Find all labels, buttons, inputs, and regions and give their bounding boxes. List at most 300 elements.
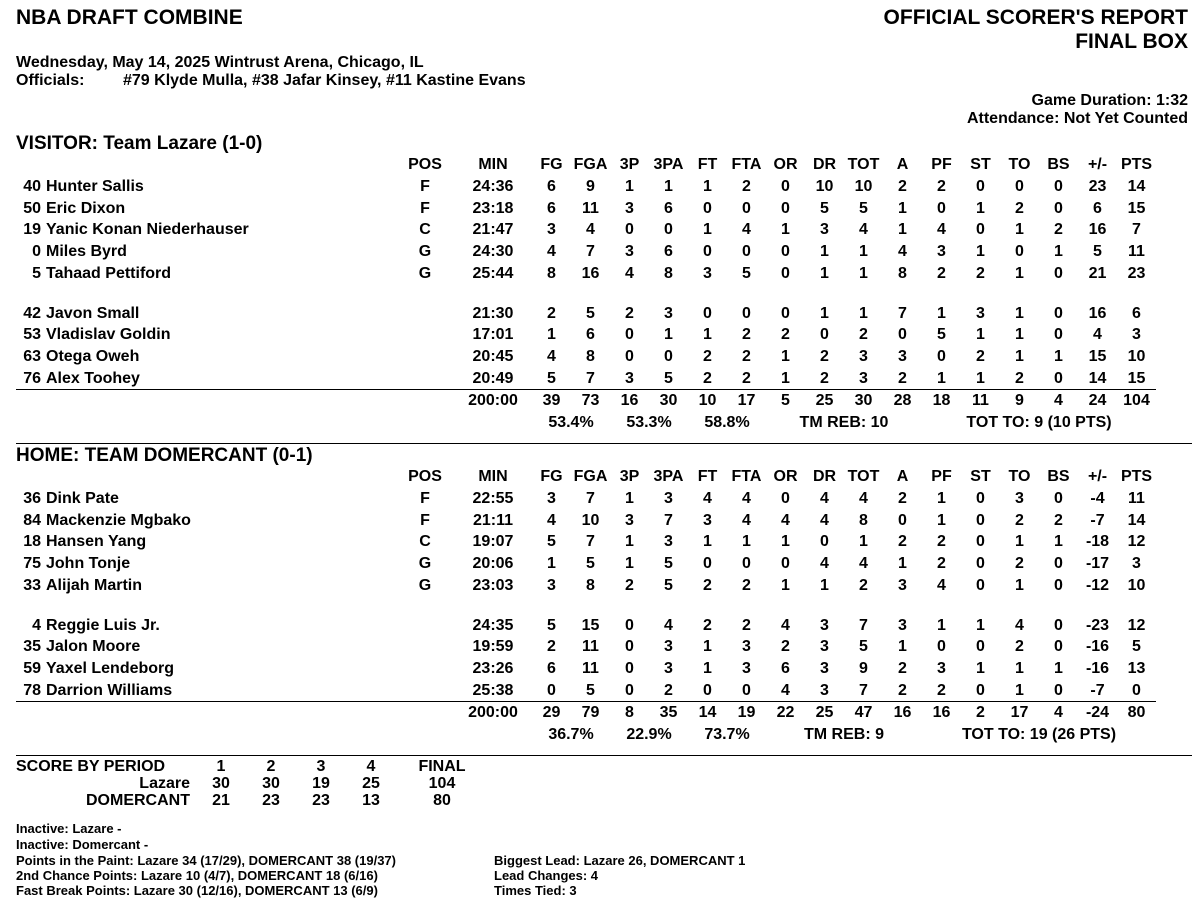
- percentages-row: [16, 724, 1156, 746]
- stat-cell: 1: [859, 533, 868, 551]
- stat-cell: 1: [547, 326, 556, 344]
- stat-cell: 4: [898, 243, 907, 261]
- stat-cell: 3: [625, 511, 634, 529]
- officials-label: Officials:: [16, 72, 85, 89]
- stat-cell: 3: [664, 659, 673, 677]
- blank-cell: [16, 466, 46, 488]
- period-score: 23: [262, 792, 280, 809]
- player-row: [16, 263, 1156, 285]
- player-name: Alex Toohey: [46, 369, 140, 387]
- stat-cell: 1: [898, 199, 907, 217]
- period-header: 3: [316, 758, 326, 775]
- period-score: 19: [312, 775, 330, 792]
- column-header: POS: [408, 468, 442, 485]
- stat-cell: 2: [976, 264, 985, 282]
- stat-cell: 0: [625, 616, 634, 634]
- stat-cell: 1: [703, 659, 712, 677]
- total-stat: 73: [571, 390, 610, 412]
- fg-percentage: 36.7%: [548, 726, 594, 744]
- total-stat: 19: [727, 702, 766, 724]
- total-stat: 11: [961, 390, 1000, 412]
- total-minutes: 200:00: [454, 390, 532, 412]
- blank-cell: [46, 702, 396, 724]
- period-score: 23: [312, 792, 330, 809]
- player-minutes: 24:30: [472, 243, 514, 261]
- player-name: Hansen Yang: [46, 533, 147, 551]
- stat-cell: 2: [742, 326, 751, 344]
- stat-cell: 2: [1054, 511, 1063, 529]
- player-name: Reggie Luis Jr.: [46, 616, 160, 634]
- player-minutes: 20:06: [472, 555, 514, 573]
- stat-cell: 6: [547, 659, 556, 677]
- stat-cell: 3: [547, 221, 556, 239]
- period-header: 4: [366, 758, 376, 775]
- stat-cell: 1: [820, 576, 829, 594]
- period-score: 30: [262, 775, 280, 792]
- player-minutes: 20:49: [472, 369, 514, 387]
- stat-cell: 1: [1015, 347, 1024, 365]
- blank-cell: [16, 154, 46, 176]
- stat-cell: 0: [937, 638, 946, 656]
- column-header: PTS: [1120, 468, 1153, 485]
- stat-cell: 0: [1054, 616, 1063, 634]
- stat-cell: 4: [781, 511, 790, 529]
- stat-cell: 3: [742, 638, 751, 656]
- stat-cell: 1: [937, 511, 946, 529]
- final-score: 104: [428, 775, 456, 792]
- stat-cell: 1: [625, 533, 634, 551]
- stat-cell: 5: [664, 369, 673, 387]
- total-stat: 104: [1117, 390, 1156, 412]
- column-header: FGA: [573, 468, 608, 485]
- column-header: FT: [697, 156, 718, 173]
- column-header: POS: [408, 156, 442, 173]
- stat-cell: 5: [664, 576, 673, 594]
- column-header: TOT: [847, 468, 880, 485]
- player-minutes: 17:01: [472, 326, 514, 344]
- column-header: BS: [1047, 156, 1070, 173]
- player-position: [396, 680, 454, 702]
- stat-cell: 1: [898, 638, 907, 656]
- column-header: A: [896, 468, 909, 485]
- home-box-table: [16, 466, 1156, 746]
- stat-cell: 1: [1015, 659, 1024, 677]
- stat-cell: 0: [781, 555, 790, 573]
- stat-cell: -18: [1085, 533, 1110, 551]
- team-name: Lazare: [139, 775, 190, 792]
- stat-cell: 12: [1127, 616, 1146, 634]
- total-stat: 80: [1117, 702, 1156, 724]
- stat-cell: 8: [586, 576, 595, 594]
- stat-cell: 3: [898, 347, 907, 365]
- stat-cell: 11: [582, 199, 599, 217]
- section-divider: [16, 755, 1192, 756]
- stat-cell: 4: [547, 243, 556, 261]
- stat-cell: 0: [976, 555, 985, 573]
- player-number: 19: [23, 221, 41, 239]
- total-stat: -24: [1078, 702, 1117, 724]
- stat-cell: 4: [1093, 326, 1102, 344]
- stat-cell: -16: [1085, 659, 1110, 677]
- stat-cell: 2: [625, 304, 634, 322]
- blank-cell: [46, 724, 396, 746]
- player-position: G: [418, 243, 432, 261]
- stat-cell: 1: [1054, 659, 1063, 677]
- player-name: Alijah Martin: [46, 576, 143, 594]
- stat-cell: 5: [859, 638, 868, 656]
- stat-cell: 1: [1015, 681, 1024, 699]
- stat-cell: 6: [547, 178, 556, 195]
- stat-cell: 4: [547, 511, 556, 529]
- blank-cell: [396, 412, 454, 434]
- stat-cell: 1: [820, 304, 829, 322]
- stat-cell: 2: [937, 681, 946, 699]
- stat-cell: 8: [859, 511, 868, 529]
- player-row: [16, 324, 1156, 346]
- column-header: BS: [1047, 468, 1070, 485]
- stat-cell: 3: [820, 638, 829, 656]
- stat-cell: 1: [937, 369, 946, 387]
- column-header: FGA: [573, 156, 608, 173]
- stat-cell: 0: [1054, 199, 1063, 217]
- player-name: Dink Pate: [46, 490, 119, 507]
- stat-cell: 5: [586, 555, 595, 573]
- stat-cell: 2: [820, 347, 829, 365]
- total-stat: 4: [1039, 702, 1078, 724]
- stat-cell: 4: [586, 221, 595, 239]
- stat-cell: 0: [976, 178, 985, 195]
- stat-cell: 3: [937, 243, 946, 261]
- stat-cell: 4: [781, 616, 790, 634]
- stat-cell: 0: [742, 304, 751, 322]
- stat-cell: 0: [625, 638, 634, 656]
- stat-cell: 0: [1054, 681, 1063, 699]
- team-name: DOMERCANT: [86, 792, 190, 809]
- player-minutes: 21:11: [472, 511, 514, 529]
- game-duration: Game Duration: 1:32: [1031, 92, 1188, 109]
- stat-cell: 0: [547, 681, 556, 699]
- totals-row: [16, 390, 1156, 412]
- total-stat: 47: [844, 702, 883, 724]
- stat-cell: 2: [859, 576, 868, 594]
- player-number: 42: [23, 304, 41, 322]
- stat-cell: 9: [859, 659, 868, 677]
- total-stat: 24: [1078, 390, 1117, 412]
- total-stat: 16: [883, 702, 922, 724]
- player-position: F: [420, 178, 430, 195]
- stat-cell: 1: [976, 326, 985, 344]
- stat-cell: 4: [859, 555, 868, 573]
- stat-cell: 1: [1054, 533, 1063, 551]
- team-rebounds: TM REB: 9: [804, 726, 884, 744]
- stat-cell: 1: [976, 369, 985, 387]
- stat-cell: 0: [976, 576, 985, 594]
- stat-cell: 15: [581, 616, 600, 634]
- stat-cell: 2: [1015, 511, 1024, 529]
- second-chance-points: 2nd Chance Points: Lazare 10 (4/7), DOMERCANT 18 (6/16): [16, 868, 378, 883]
- stat-cell: 4: [820, 555, 829, 573]
- column-header: FTA: [731, 468, 762, 485]
- player-minutes: 23:26: [472, 659, 514, 677]
- stat-cell: 4: [937, 576, 946, 594]
- stat-cell: 21: [1088, 264, 1107, 282]
- total-stat: 2: [961, 702, 1000, 724]
- column-header: ST: [970, 156, 991, 173]
- stat-cell: 10: [581, 511, 600, 529]
- player-row: [16, 510, 1156, 532]
- stat-cell: 2: [937, 533, 946, 551]
- stat-cell: 7: [586, 369, 595, 387]
- stat-cell: 7: [1132, 221, 1141, 239]
- stat-cell: 0: [703, 199, 712, 217]
- column-header: FT: [697, 468, 718, 485]
- total-stat: 39: [532, 390, 571, 412]
- total-stat: 18: [922, 390, 961, 412]
- player-position: [396, 303, 454, 325]
- player-minutes: 23:03: [472, 576, 514, 594]
- stat-cell: 0: [781, 264, 790, 282]
- stat-cell: 0: [703, 681, 712, 699]
- stat-cell: 2: [742, 347, 751, 365]
- stat-cell: 0: [1054, 178, 1063, 195]
- stat-cell: 3: [703, 511, 712, 529]
- player-position: F: [420, 511, 430, 529]
- total-stat: 30: [844, 390, 883, 412]
- stat-cell: 3: [898, 616, 907, 634]
- player-position: [396, 324, 454, 346]
- stat-cell: 6: [781, 659, 790, 677]
- stat-cell: -17: [1085, 555, 1110, 573]
- stat-cell: 1: [703, 326, 712, 344]
- stat-cell: 2: [976, 347, 985, 365]
- stat-cell: -12: [1085, 576, 1110, 594]
- stat-cell: 3: [1132, 326, 1141, 344]
- player-position: [396, 368, 454, 390]
- player-row: [16, 219, 1156, 241]
- stat-cell: 1: [976, 199, 985, 217]
- total-stat: 16: [610, 390, 649, 412]
- stat-cell: 2: [625, 576, 634, 594]
- stat-cell: 0: [1054, 638, 1063, 656]
- stat-cell: 3: [625, 199, 634, 217]
- stat-cell: 14: [1127, 511, 1146, 529]
- stat-cell: 1: [547, 555, 556, 573]
- player-number: 4: [32, 616, 41, 634]
- player-name: Eric Dixon: [46, 199, 126, 217]
- player-position: [396, 615, 454, 637]
- stat-cell: -4: [1090, 490, 1105, 507]
- period-score: 30: [212, 775, 230, 792]
- stat-cell: 7: [586, 490, 595, 507]
- stat-cell: 2: [742, 369, 751, 387]
- stat-cell: 16: [581, 264, 600, 282]
- column-header: FG: [540, 156, 563, 173]
- stat-cell: 5: [820, 199, 829, 217]
- player-name: Jalon Moore: [46, 638, 141, 656]
- section-divider: [16, 443, 1192, 444]
- stat-cell: 1: [664, 326, 673, 344]
- ft-percentage: 58.8%: [704, 414, 750, 432]
- stat-cell: 0: [820, 326, 829, 344]
- column-header: 3PA: [653, 468, 684, 485]
- stat-cell: 4: [742, 221, 751, 239]
- stat-cell: 3: [898, 576, 907, 594]
- stat-cell: 6: [1093, 199, 1102, 217]
- stat-cell: 1: [664, 178, 673, 195]
- stat-cell: 0: [1054, 490, 1063, 507]
- stat-cell: 1: [976, 616, 985, 634]
- stat-cell: 0: [976, 490, 985, 507]
- player-minutes: 25:38: [472, 681, 514, 699]
- stat-cell: 1: [781, 533, 790, 551]
- stat-cell: 1: [859, 243, 868, 261]
- stat-cell: 11: [1128, 243, 1145, 261]
- period-score: 25: [362, 775, 380, 792]
- stat-cell: 2: [781, 638, 790, 656]
- stat-cell: 0: [742, 243, 751, 261]
- stat-cell: 11: [582, 659, 599, 677]
- player-minutes: 25:44: [472, 264, 514, 282]
- stat-cell: 4: [703, 490, 712, 507]
- player-number: 50: [23, 199, 41, 217]
- stat-cell: 1: [742, 533, 751, 551]
- player-row: [16, 636, 1156, 658]
- stat-cell: 1: [820, 264, 829, 282]
- stat-cell: 4: [820, 490, 829, 507]
- stat-cell: 15: [1127, 369, 1146, 387]
- column-header: PF: [931, 156, 952, 173]
- stat-cell: 2: [703, 576, 712, 594]
- stat-cell: 10: [815, 178, 834, 195]
- stat-cell: 3: [1132, 555, 1141, 573]
- total-stat: 25: [805, 390, 844, 412]
- column-header: DR: [812, 468, 837, 485]
- stat-cell: 14: [1088, 369, 1107, 387]
- player-minutes: 21:47: [472, 221, 514, 239]
- stat-cell: 0: [1054, 264, 1063, 282]
- player-number: 18: [23, 533, 41, 551]
- stat-cell: 0: [664, 221, 673, 239]
- stat-cell: -7: [1090, 681, 1105, 699]
- team-rebounds: TM REB: 10: [799, 414, 889, 432]
- stat-cell: 0: [742, 199, 751, 217]
- column-header: OR: [773, 468, 798, 485]
- stat-cell: 0: [742, 555, 751, 573]
- stat-cell: 1: [1015, 304, 1024, 322]
- player-number: 35: [23, 638, 41, 656]
- stat-cell: 3: [703, 264, 712, 282]
- stat-cell: 1: [820, 243, 829, 261]
- player-position: C: [419, 221, 431, 239]
- stat-cell: 10: [1127, 576, 1146, 594]
- stat-cell: 5: [664, 555, 673, 573]
- player-position: F: [420, 199, 430, 217]
- stat-cell: 7: [586, 243, 595, 261]
- stat-cell: 1: [859, 304, 868, 322]
- player-row: [16, 241, 1156, 263]
- blank-cell: [396, 702, 454, 724]
- player-minutes: 23:18: [472, 199, 514, 217]
- stat-cell: 5: [1132, 638, 1141, 656]
- column-header: TO: [1008, 468, 1031, 485]
- column-header: 3P: [619, 468, 640, 485]
- stat-cell: 2: [898, 659, 907, 677]
- player-number: 36: [23, 490, 41, 507]
- total-turnovers: TOT TO: 9 (10 PTS): [966, 414, 1112, 432]
- player-number: 63: [23, 347, 41, 365]
- stat-cell: 2: [898, 178, 907, 195]
- fast-break-points: Fast Break Points: Lazare 30 (12/16), DOMERCANT 13 (6/9): [16, 883, 378, 898]
- report-subtitle: FINAL BOX: [1075, 30, 1188, 53]
- stat-cell: 0: [781, 490, 790, 507]
- period-score: 13: [362, 792, 380, 809]
- stat-cell: 4: [742, 490, 751, 507]
- stat-cell: 3: [820, 616, 829, 634]
- stat-cell: 6: [664, 243, 673, 261]
- column-header: TOT: [847, 156, 880, 173]
- stat-cell: 5: [859, 199, 868, 217]
- stat-cell: 0: [781, 243, 790, 261]
- score-label: SCORE BY PERIOD: [16, 758, 166, 775]
- stat-cell: 0: [742, 681, 751, 699]
- stat-cell: 3: [664, 490, 673, 507]
- stat-cell: 2: [742, 616, 751, 634]
- player-row: [16, 615, 1156, 637]
- total-stat: 16: [922, 702, 961, 724]
- stat-cell: 4: [859, 490, 868, 507]
- blank-cell: [396, 390, 454, 412]
- player-name: Hunter Sallis: [46, 178, 144, 195]
- stat-cell: 2: [1015, 555, 1024, 573]
- player-name: Yaxel Lendeborg: [46, 659, 175, 677]
- stat-cell: 5: [742, 264, 751, 282]
- stat-cell: 2: [703, 347, 712, 365]
- stat-cell: 11: [1128, 490, 1145, 507]
- stat-cell: 0: [820, 533, 829, 551]
- stat-cell: 0: [1054, 369, 1063, 387]
- player-name: John Tonje: [46, 555, 131, 573]
- stat-cell: 1: [976, 243, 985, 261]
- stat-cell: 6: [1132, 304, 1141, 322]
- score-row: [16, 775, 488, 792]
- stat-cell: 15: [1127, 199, 1146, 217]
- player-minutes: 22:55: [472, 490, 514, 507]
- player-row: [16, 575, 1156, 597]
- stat-cell: 23: [1127, 264, 1146, 282]
- stat-cell: 5: [937, 326, 946, 344]
- stat-cell: 2: [820, 369, 829, 387]
- player-number: 76: [23, 369, 41, 387]
- column-header: MIN: [478, 156, 508, 173]
- stat-cell: 0: [664, 347, 673, 365]
- blank-cell: [46, 466, 396, 488]
- stat-cell: 2: [898, 369, 907, 387]
- stat-cell: 1: [625, 178, 634, 195]
- score-header-row: [16, 758, 488, 775]
- totals-row: [16, 702, 1156, 724]
- player-number: 78: [23, 681, 41, 699]
- stat-cell: 3: [1015, 490, 1024, 507]
- stat-cell: 2: [703, 369, 712, 387]
- stat-cell: 3: [820, 681, 829, 699]
- points-in-paint: Points in the Paint: Lazare 34 (17/29), DOMERCANT 38 (19/37): [16, 853, 396, 868]
- stat-cell: 5: [547, 369, 556, 387]
- stat-cell: 9: [586, 178, 595, 195]
- player-number: 40: [23, 178, 41, 195]
- stat-cell: 1: [898, 221, 907, 239]
- stat-cell: 1: [1015, 221, 1024, 239]
- column-header: DR: [812, 156, 837, 173]
